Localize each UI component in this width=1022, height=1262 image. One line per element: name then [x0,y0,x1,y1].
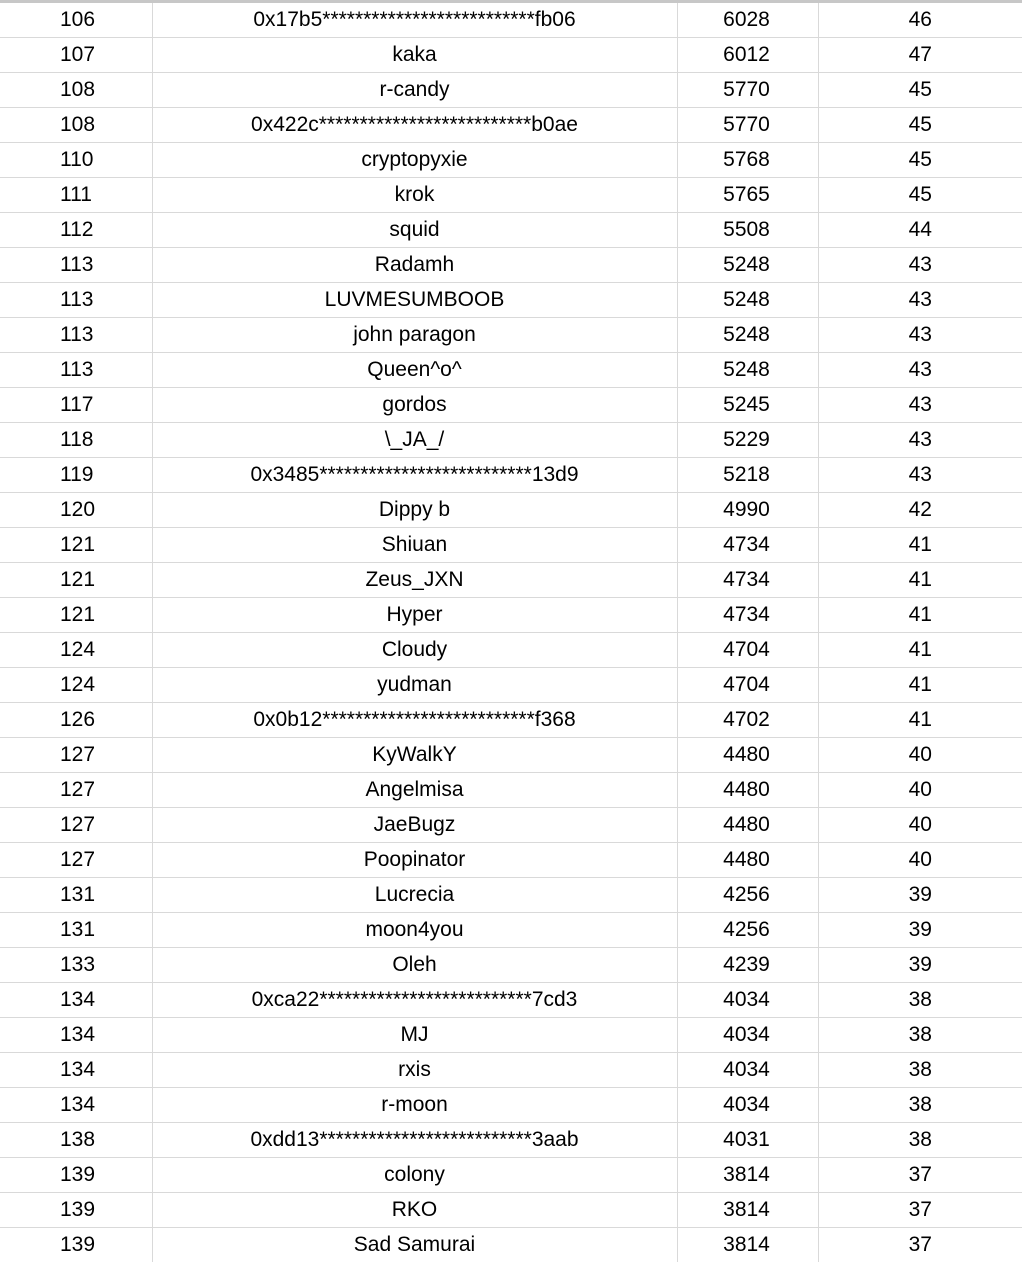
level-cell[interactable]: 45 [818,73,1022,108]
player-name-cell[interactable]: colony [152,1158,677,1193]
score-cell[interactable]: 5248 [677,353,818,388]
leaderboard-rows [0,3,1022,1262]
rank-cell[interactable]: 126 [0,703,152,738]
level-cell[interactable]: 38 [818,1123,1022,1158]
table-row [0,598,1022,633]
score-cell[interactable]: 4034 [677,983,818,1018]
level-cell[interactable]: 37 [818,1158,1022,1193]
table-row [0,1228,1022,1262]
table-row [0,458,1022,493]
player-name-cell[interactable]: 0x0b12**************************f368 [152,703,677,738]
score-cell[interactable]: 3814 [677,1193,818,1228]
level-cell[interactable]: 43 [818,458,1022,493]
rank-cell[interactable]: 118 [0,423,152,458]
player-name-cell[interactable]: Dippy b [152,493,677,528]
table-row [0,668,1022,703]
player-name-cell[interactable]: r-moon [152,1088,677,1123]
level-cell[interactable]: 47 [818,38,1022,73]
player-name-cell[interactable]: Angelmisa [152,773,677,808]
level-cell[interactable]: 43 [818,388,1022,423]
table-row [0,528,1022,563]
score-cell[interactable]: 3814 [677,1158,818,1193]
level-cell[interactable]: 41 [818,633,1022,668]
table-row [0,283,1022,318]
rank-cell[interactable]: 121 [0,528,152,563]
level-cell[interactable]: 43 [818,283,1022,318]
table-row [0,1053,1022,1088]
table-row [0,563,1022,598]
player-name-cell[interactable]: gordos [152,388,677,423]
score-cell[interactable]: 5770 [677,108,818,143]
table-row [0,1018,1022,1053]
level-cell[interactable]: 42 [818,493,1022,528]
score-cell[interactable]: 4734 [677,528,818,563]
table-row [0,353,1022,388]
level-cell[interactable]: 46 [818,3,1022,38]
level-cell[interactable]: 43 [818,248,1022,283]
player-name-cell[interactable]: Cloudy [152,633,677,668]
rank-cell[interactable]: 106 [0,3,152,38]
level-cell[interactable]: 41 [818,703,1022,738]
player-name-cell[interactable]: Zeus_JXN [152,563,677,598]
player-name-cell[interactable]: Hyper [152,598,677,633]
rank-cell[interactable]: 110 [0,143,152,178]
rank-cell[interactable]: 139 [0,1228,152,1262]
rank-cell[interactable]: 113 [0,353,152,388]
level-cell[interactable]: 40 [818,738,1022,773]
rank-cell[interactable]: 127 [0,808,152,843]
table-row [0,633,1022,668]
level-cell[interactable]: 39 [818,913,1022,948]
table-row [0,773,1022,808]
rank-cell[interactable]: 127 [0,843,152,878]
level-cell[interactable]: 40 [818,843,1022,878]
level-cell[interactable]: 45 [818,178,1022,213]
level-cell[interactable]: 38 [818,1053,1022,1088]
player-name-cell[interactable]: RKO [152,1193,677,1228]
player-name-cell[interactable]: cryptopyxie [152,143,677,178]
score-cell[interactable]: 5508 [677,213,818,248]
table-row [0,1158,1022,1193]
score-cell[interactable]: 4734 [677,598,818,633]
rank-cell[interactable]: 138 [0,1123,152,1158]
rank-cell[interactable]: 131 [0,878,152,913]
score-cell[interactable]: 5248 [677,283,818,318]
player-name-cell[interactable]: krok [152,178,677,213]
level-cell[interactable]: 43 [818,318,1022,353]
score-cell[interactable]: 4034 [677,1088,818,1123]
level-cell[interactable]: 39 [818,878,1022,913]
player-name-cell[interactable]: Radamh [152,248,677,283]
score-cell[interactable]: 5768 [677,143,818,178]
rank-cell[interactable]: 107 [0,38,152,73]
table-row [0,738,1022,773]
player-name-cell[interactable]: Oleh [152,948,677,983]
score-cell[interactable]: 5218 [677,458,818,493]
rank-cell[interactable]: 108 [0,108,152,143]
score-cell[interactable]: 4239 [677,948,818,983]
score-cell[interactable]: 4480 [677,738,818,773]
table-row [0,248,1022,283]
player-name-cell[interactable]: yudman [152,668,677,703]
score-cell[interactable]: 4480 [677,808,818,843]
level-cell[interactable]: 38 [818,1018,1022,1053]
score-cell[interactable]: 4480 [677,773,818,808]
table-row [0,1193,1022,1228]
score-cell[interactable]: 4702 [677,703,818,738]
table-row [0,983,1022,1018]
player-name-cell[interactable]: JaeBugz [152,808,677,843]
player-name-cell[interactable]: 0x17b5**************************fb06 [152,3,677,38]
rank-cell[interactable]: 133 [0,948,152,983]
rank-cell[interactable]: 124 [0,633,152,668]
score-cell[interactable]: 4256 [677,878,818,913]
player-name-cell[interactable]: Sad Samurai [152,1228,677,1262]
rank-cell[interactable]: 113 [0,248,152,283]
level-cell[interactable]: 37 [818,1193,1022,1228]
score-cell[interactable]: 5770 [677,73,818,108]
player-name-cell[interactable]: rxis [152,1053,677,1088]
rank-cell[interactable]: 127 [0,738,152,773]
rank-cell[interactable]: 127 [0,773,152,808]
table-row [0,73,1022,108]
score-cell[interactable]: 5765 [677,178,818,213]
level-cell[interactable]: 41 [818,668,1022,703]
player-name-cell[interactable]: john paragon [152,318,677,353]
rank-cell[interactable]: 139 [0,1193,152,1228]
rank-cell[interactable]: 139 [0,1158,152,1193]
table-row [0,178,1022,213]
rank-cell[interactable]: 121 [0,598,152,633]
rank-cell[interactable]: 117 [0,388,152,423]
table-row [0,913,1022,948]
level-cell[interactable]: 45 [818,143,1022,178]
score-cell[interactable]: 4256 [677,913,818,948]
rank-cell[interactable]: 113 [0,318,152,353]
rank-cell[interactable]: 134 [0,983,152,1018]
score-cell[interactable]: 4704 [677,633,818,668]
player-name-cell[interactable]: LUVMESUMBOOB [152,283,677,318]
rank-cell[interactable]: 121 [0,563,152,598]
score-cell[interactable]: 5248 [677,318,818,353]
level-cell[interactable]: 41 [818,528,1022,563]
player-name-cell[interactable]: Shiuan [152,528,677,563]
rank-cell[interactable]: 119 [0,458,152,493]
level-cell[interactable]: 40 [818,808,1022,843]
player-name-cell[interactable]: kaka [152,38,677,73]
table-row [0,143,1022,178]
table-row [0,703,1022,738]
player-name-cell[interactable]: Lucrecia [152,878,677,913]
level-cell[interactable]: 45 [818,108,1022,143]
leaderboard-table [0,3,1022,1262]
level-cell[interactable]: 44 [818,213,1022,248]
table-row [0,213,1022,248]
player-name-cell[interactable]: r-candy [152,73,677,108]
level-cell[interactable]: 40 [818,773,1022,808]
rank-cell[interactable]: 108 [0,73,152,108]
player-name-cell[interactable]: 0x3485**************************13d9 [152,458,677,493]
table-row [0,318,1022,353]
table-row [0,3,1022,38]
score-cell[interactable]: 4031 [677,1123,818,1158]
score-cell[interactable]: 4990 [677,493,818,528]
score-cell[interactable]: 5248 [677,248,818,283]
score-cell[interactable]: 4480 [677,843,818,878]
player-name-cell[interactable]: squid [152,213,677,248]
level-cell[interactable]: 38 [818,983,1022,1018]
player-name-cell[interactable]: \_JA_/ [152,423,677,458]
table-row [0,843,1022,878]
score-cell[interactable]: 6028 [677,3,818,38]
rank-cell[interactable]: 113 [0,283,152,318]
table-row [0,948,1022,983]
level-cell[interactable]: 43 [818,423,1022,458]
score-cell[interactable]: 4734 [677,563,818,598]
table-row [0,878,1022,913]
level-cell[interactable]: 38 [818,1088,1022,1123]
rank-cell[interactable]: 111 [0,178,152,213]
score-cell[interactable]: 4034 [677,1053,818,1088]
rank-cell[interactable]: 124 [0,668,152,703]
table-row [0,808,1022,843]
level-cell[interactable]: 41 [818,563,1022,598]
level-cell[interactable]: 37 [818,1228,1022,1262]
player-name-cell[interactable]: Poopinator [152,843,677,878]
table-row [0,388,1022,423]
table-row [0,423,1022,458]
table-row [0,1088,1022,1123]
score-cell[interactable]: 6012 [677,38,818,73]
table-row [0,38,1022,73]
rank-cell[interactable]: 120 [0,493,152,528]
player-name-cell[interactable]: Queen^o^ [152,353,677,388]
rank-cell[interactable]: 134 [0,1088,152,1123]
player-name-cell[interactable]: moon4you [152,913,677,948]
rank-cell[interactable]: 134 [0,1053,152,1088]
player-name-cell[interactable]: 0xdd13**************************3aab [152,1123,677,1158]
score-cell[interactable]: 5229 [677,423,818,458]
player-name-cell[interactable]: MJ [152,1018,677,1053]
score-cell[interactable]: 4704 [677,668,818,703]
rank-cell[interactable]: 131 [0,913,152,948]
level-cell[interactable]: 41 [818,598,1022,633]
table-row [0,493,1022,528]
player-name-cell[interactable]: 0xca22**************************7cd3 [152,983,677,1018]
rank-cell[interactable]: 134 [0,1018,152,1053]
level-cell[interactable]: 43 [818,353,1022,388]
score-cell[interactable]: 3814 [677,1228,818,1262]
player-name-cell[interactable]: KyWalkY [152,738,677,773]
rank-cell[interactable]: 112 [0,213,152,248]
table-row [0,1123,1022,1158]
score-cell[interactable]: 4034 [677,1018,818,1053]
player-name-cell[interactable]: 0x422c**************************b0ae [152,108,677,143]
level-cell[interactable]: 39 [818,948,1022,983]
score-cell[interactable]: 5245 [677,388,818,423]
table-row [0,108,1022,143]
